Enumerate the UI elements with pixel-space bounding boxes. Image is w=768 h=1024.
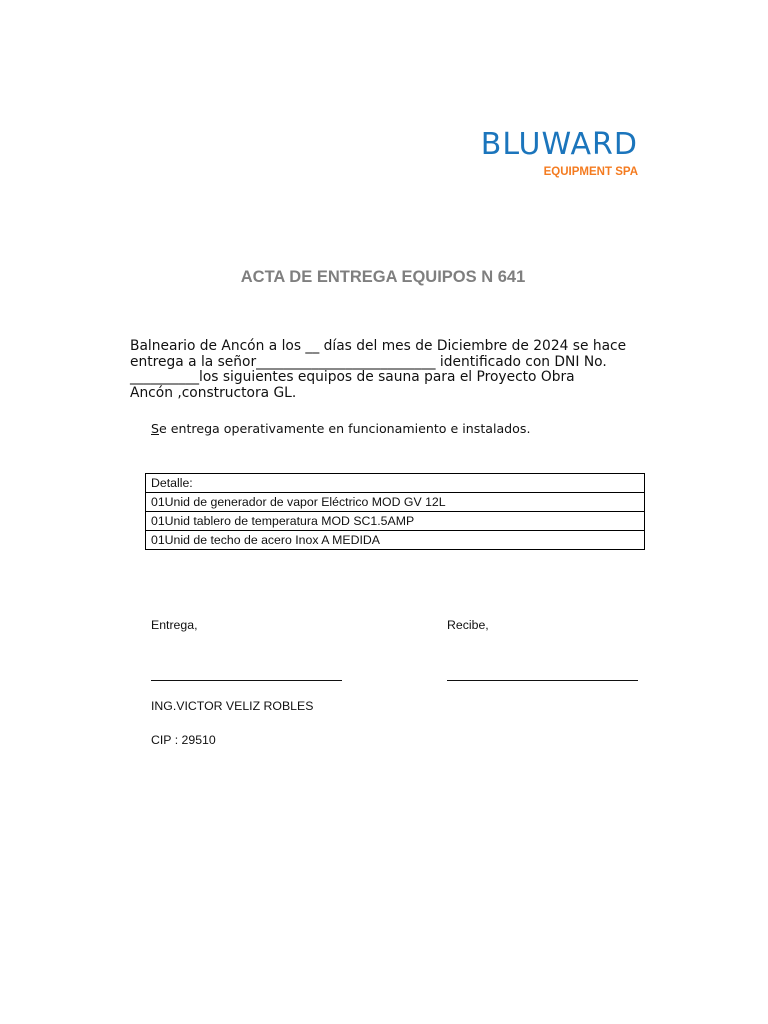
table-row [146, 512, 645, 531]
deliver-signature-line [151, 680, 342, 681]
note-text: e entrega operativamente en funcionamiento e instalados. [159, 421, 531, 436]
logo-name: BLUWARD [480, 127, 638, 162]
intro-line: __________los siguientes equipos de sauna para el Proyecto Obra [130, 369, 575, 385]
item-cell: 01Unid tablero de temperatura MOD SC1.5AMP [146, 512, 645, 531]
receive-label: Recibe, [447, 618, 489, 632]
note-initial: S [151, 421, 159, 436]
receive-signature-line [447, 680, 638, 681]
logo-tagline: EQUIPMENT SPA [543, 166, 638, 178]
intro-line: Balneario de Ancón a los __ días del mes de Diciembre de 2024 se hace [130, 338, 627, 354]
document-title: ACTA DE ENTREGA EQUIPOS N 641 [240, 268, 526, 286]
table-row [146, 531, 645, 550]
equipment-table [145, 473, 645, 550]
intro-line: entrega a la señor__________________________ identificado con DNI No. [130, 353, 607, 370]
table-row [146, 493, 645, 512]
deliver-name: ING.VICTOR VELIZ ROBLES [151, 699, 314, 713]
deliver-label: Entrega, [151, 618, 198, 632]
item-cell: 01Unid de techo de acero Inox A MEDIDA [146, 531, 645, 550]
intro-line: Ancón ,constructora GL. [130, 384, 297, 401]
table-header-cell: Detalle: [146, 474, 645, 493]
delivery-note [151, 421, 530, 437]
table-header-row [146, 474, 645, 493]
intro-paragraph [130, 339, 650, 401]
company-logo [481, 128, 638, 179]
item-cell: 01Unid de generador de vapor Eléctrico MOD GV 12L [146, 493, 645, 512]
deliver-cip: CIP : 29510 [151, 733, 216, 747]
